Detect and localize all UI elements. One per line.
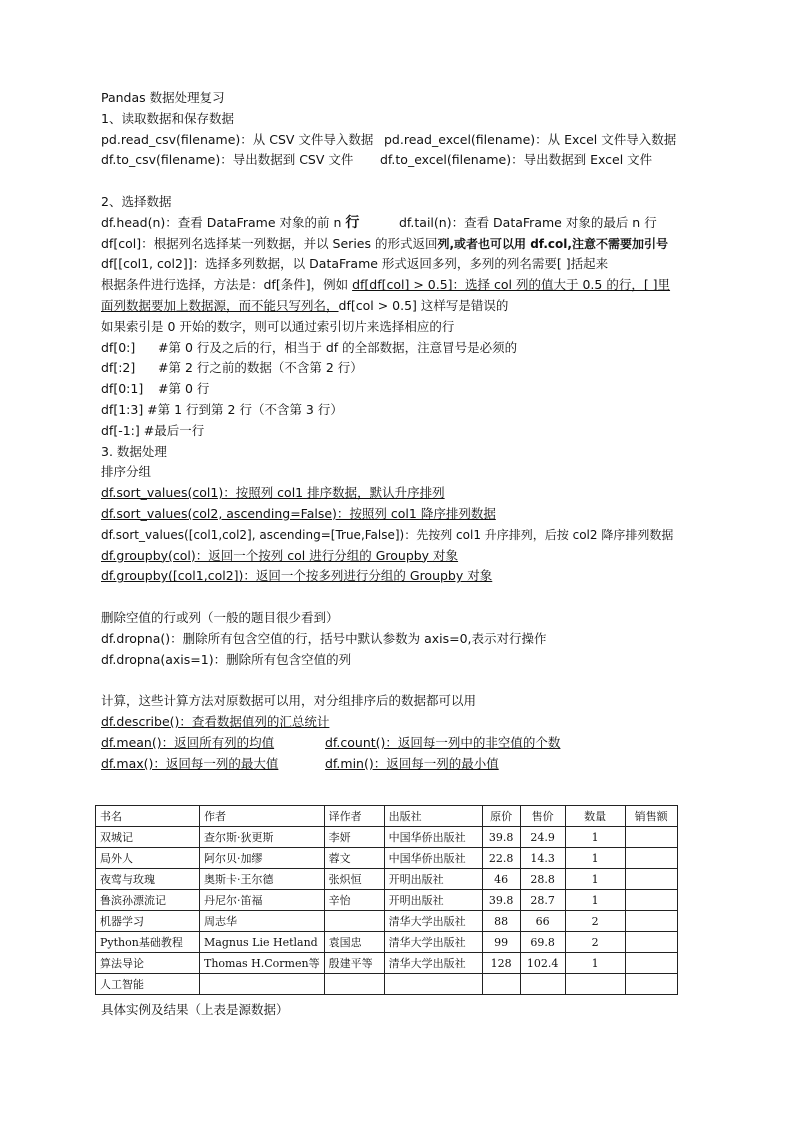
table-cell [625, 869, 677, 890]
table-cell: 128 [482, 953, 520, 974]
sort-group-heading: 排序分组 [101, 464, 152, 480]
section-2-heading: 2、选择数据 [101, 193, 172, 209]
table-cell: 1 [565, 869, 625, 890]
table-row [96, 911, 678, 932]
cond-select-wrong: df[col > 0.5] 这样写是错误的 [338, 297, 509, 313]
dropna-line-1: df.dropna()：删除所有包含空值的行，括号中默认参数为 axis=0,表示对行操作 [101, 630, 547, 646]
table-cell: 奥斯卡·王尔德 [200, 869, 325, 890]
to-excel-text: df.to_excel(filename)：导出数据到 Excel 文件 [380, 152, 653, 168]
table-header-cell: 译作者 [324, 806, 384, 827]
table-cell: 2 [565, 932, 625, 953]
slice-line-4: df[-1:] #最后一行 [101, 422, 205, 438]
table-cell: 张炽恒 [324, 869, 384, 890]
table-cell: 中国华侨出版社 [384, 827, 482, 848]
calc-heading: 计算，这些计算方法对原数据可以用，对分组排序后的数据都可以用 [101, 693, 477, 709]
table-cell: 袁国忠 [324, 932, 384, 953]
table-cell: 丹尼尔·笛福 [200, 890, 325, 911]
table-header-cell: 数量 [565, 806, 625, 827]
table-cell: 2 [565, 911, 625, 932]
table-cell: 中国华侨出版社 [384, 848, 482, 869]
table-cell: 1 [565, 848, 625, 869]
table-cell: 鲁滨孙漂流记 [96, 890, 200, 911]
table-cell [565, 974, 625, 995]
dropna-heading: 删除空值的行或列（一般的题目很少看到） [101, 609, 339, 625]
table-cell: 机器学习 [96, 911, 200, 932]
table-cell: 28.7 [520, 890, 565, 911]
slice-line-1 [101, 358, 701, 379]
table-cell: 查尔斯·狄更斯 [200, 827, 325, 848]
col-select-note: 列,或者也可以用 df.col,注意不需要加引号 [437, 236, 668, 251]
col-select-text: df[col]：根据列名选择某一列数据，并以 Series 的形式返回 [101, 235, 438, 251]
document-body [101, 88, 701, 774]
table-cell [482, 974, 520, 995]
table-cell [384, 974, 482, 995]
slice-code-1: df[:2] [101, 360, 136, 376]
table-cell: 66 [520, 911, 565, 932]
table-header-cell: 原价 [482, 806, 520, 827]
tail-text: df.tail(n)：查看 DataFrame 对象的最后 n 行 [399, 214, 657, 230]
table-cell: 局外人 [96, 848, 200, 869]
col-select-line [101, 234, 701, 255]
table-cell: 39.8 [482, 890, 520, 911]
head-text [101, 213, 399, 234]
table-cell: 清华大学出版社 [384, 953, 482, 974]
table-cell: 28.8 [520, 869, 565, 890]
table-cell: 阿尔贝·加缪 [200, 848, 325, 869]
table-cell: 殷建平等 [324, 953, 384, 974]
table-header-cell: 销售额 [625, 806, 677, 827]
table-cell: 1 [565, 953, 625, 974]
slice-code-2: df[0:1] [101, 381, 144, 397]
section-1-heading: 1、读取数据和保存数据 [101, 110, 234, 126]
table-cell [625, 827, 677, 848]
read-excel-text: pd.read_excel(filename)：从 Excel 文件导入数据 [384, 131, 677, 147]
slice-line-2 [101, 379, 701, 400]
sort-line-3: df.sort_values([col1,col2], ascending=[True,False])：先按列 col1 升序排列，后按 col2 降序排列数据 [101, 527, 674, 542]
table-cell: 人工智能 [96, 974, 200, 995]
groupby-line-1: df.groupby(col)：返回一个按列 col 进行分组的 Groupby 对象 [101, 547, 459, 563]
slice-comment-1: #第 2 行之前的数据（不含第 2 行） [158, 360, 363, 376]
cond-select-text: 根据条件进行选择，方法是：df[条件]，例如 [101, 277, 353, 293]
table-cell [324, 974, 384, 995]
table-cell: 102.4 [520, 953, 565, 974]
table-cell: 李妍 [324, 827, 384, 848]
slice-intro: 如果索引是 0 开始的数字，则可以通过索引切片来选择相应的行 [101, 318, 455, 334]
table-cell: 69.8 [520, 932, 565, 953]
table-cell [625, 953, 677, 974]
table-cell [200, 974, 325, 995]
read-csv-text: pd.read_csv(filename)：从 CSV 文件导入数据 [101, 131, 374, 147]
mean-count-row [101, 733, 701, 754]
books-table [95, 805, 678, 995]
cond-select-note: 面列数据要加上数据源，而不能只写列名， [101, 297, 339, 313]
table-cell [625, 974, 677, 995]
table-row [96, 869, 678, 890]
table-cell [625, 932, 677, 953]
count-text: df.count()：返回每一列中的非空值的个数 [325, 734, 561, 750]
table-cell: Python基础教程 [96, 932, 200, 953]
to-csv-text: df.to_csv(filename)：导出数据到 CSV 文件 [101, 152, 354, 168]
table-cell: 算法导论 [96, 953, 200, 974]
slice-code-0: df[0:] [101, 339, 136, 355]
table-cell: 22.8 [482, 848, 520, 869]
sort-line-2: df.sort_values(col2, ascending=False)：按照列 col1 降序排列数据 [101, 505, 496, 521]
mean-text: df.mean()：返回所有列的均值 [101, 734, 275, 750]
min-text: df.min()：返回每一列的最小值 [325, 755, 499, 771]
doc-title: Pandas 数据处理复习 [101, 90, 225, 105]
table-header-cell: 出版社 [384, 806, 482, 827]
table-cell: Thomas H.Cormen等 [200, 953, 325, 974]
slice-comment-2: #第 0 行 [158, 381, 210, 397]
groupby-line-2: df.groupby([col1,col2])：返回一个按多列进行分组的 Groupby 对象 [101, 568, 493, 584]
table-cell: 99 [482, 932, 520, 953]
table-cell [324, 911, 384, 932]
table-cell: 88 [482, 911, 520, 932]
table-header-cell: 售价 [520, 806, 565, 827]
table-cell: 46 [482, 869, 520, 890]
table-row [96, 890, 678, 911]
describe-line: df.describe()：查看数据值列的汇总统计 [101, 713, 330, 729]
cond-select-example: df[df[col] > 0.5]：选择 col 列的值大于 0.5 的行，[ ]里 [352, 277, 671, 293]
table-cell: 蓉文 [324, 848, 384, 869]
table-caption: 具体实例及结果（上表是源数据） [101, 1002, 289, 1017]
cond-select-line-1 [101, 275, 701, 296]
table-cell [625, 890, 677, 911]
table-cell: 1 [565, 890, 625, 911]
table-header-cell: 作者 [200, 806, 325, 827]
head-text-bold: 行 [345, 214, 360, 231]
head-tail-row [101, 213, 701, 234]
table-cell: 清华大学出版社 [384, 911, 482, 932]
table-cell: 夜莺与玫瑰 [96, 869, 200, 890]
table-cell: 开明出版社 [384, 869, 482, 890]
table-row [96, 974, 678, 995]
cols-select-line: df[[col1, col2]]：选择多列数据，以 DataFrame 形式返回多列，多列的列名需要[ ]括起来 [101, 256, 609, 272]
table-row [96, 848, 678, 869]
table-row [96, 953, 678, 974]
table-cell: 辛怡 [324, 890, 384, 911]
slice-line-0 [101, 338, 701, 359]
dropna-line-2: df.dropna(axis=1)：删除所有包含空值的列 [101, 651, 352, 667]
head-text-main: df.head(n)：查看 DataFrame 对象的前 n [101, 214, 346, 230]
slice-comment-0: #第 0 行及之后的行，相当于 df 的全部数据，注意冒号是必须的 [158, 339, 518, 355]
max-text: df.max()：返回每一列的最大值 [101, 755, 279, 771]
table-row [96, 827, 678, 848]
table-cell: 双城记 [96, 827, 200, 848]
table-cell [520, 974, 565, 995]
table-cell: 周志华 [200, 911, 325, 932]
table-cell: 1 [565, 827, 625, 848]
table-cell: 14.3 [520, 848, 565, 869]
sort-line-1: df.sort_values(col1)：按照列 col1 排序数据，默认升序排列 [101, 485, 445, 501]
table-row [96, 932, 678, 953]
max-min-row [101, 754, 701, 775]
section-3-heading: 3. 数据处理 [101, 443, 167, 459]
table-cell: 39.8 [482, 827, 520, 848]
io-row-2 [101, 150, 701, 171]
table-cell: 24.9 [520, 827, 565, 848]
cond-select-line-2 [101, 296, 701, 317]
table-cell: Magnus Lie Hetland [200, 932, 325, 953]
slice-line-3: df[1:3] #第 1 行到第 2 行（不含第 3 行） [101, 401, 343, 417]
table-header-cell: 书名 [96, 806, 200, 827]
table-cell [625, 848, 677, 869]
table-cell [625, 911, 677, 932]
table-cell: 开明出版社 [384, 890, 482, 911]
table-header-row [96, 806, 678, 827]
table-cell: 清华大学出版社 [384, 932, 482, 953]
io-row-1 [101, 130, 701, 151]
